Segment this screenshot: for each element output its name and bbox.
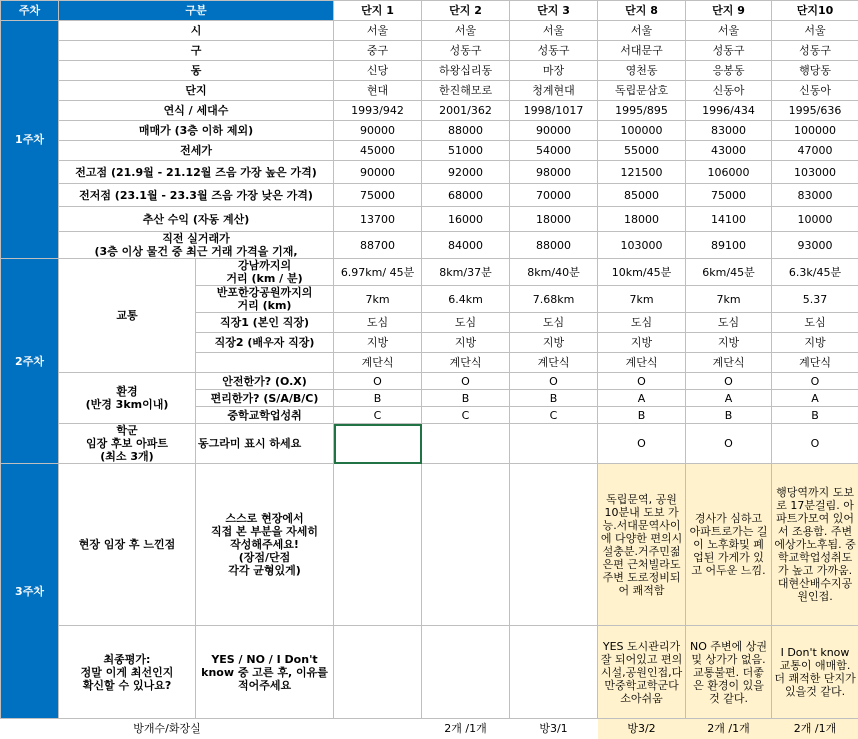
value-cell[interactable]: O — [686, 424, 772, 464]
row-label[interactable]: 중학교학업성취 — [196, 407, 334, 424]
value-cell[interactable]: 121500 — [598, 161, 686, 184]
row-label[interactable]: 편리한가? (S/A/B/C) — [196, 390, 334, 407]
value-cell[interactable]: 독립문삼호 — [598, 81, 686, 101]
value-cell[interactable]: 방3/2 — [598, 719, 686, 739]
value-cell[interactable]: 18000 — [510, 207, 598, 232]
value-cell[interactable]: C — [510, 407, 598, 424]
value-cell[interactable]: 신동아 — [772, 81, 858, 101]
value-cell[interactable]: 응봉동 — [686, 61, 772, 81]
value-cell[interactable]: 103000 — [598, 232, 686, 259]
value-cell[interactable]: 2001/362 — [422, 101, 510, 121]
value-cell[interactable]: 신당 — [334, 61, 422, 81]
value-cell[interactable]: 100000 — [598, 121, 686, 141]
value-cell[interactable]: 1995/895 — [598, 101, 686, 121]
value-cell[interactable] — [334, 719, 422, 739]
value-cell[interactable]: O — [598, 373, 686, 390]
value-cell[interactable]: 성동구 — [510, 41, 598, 61]
value-cell[interactable]: 계단식 — [772, 353, 858, 373]
value-cell[interactable]: O — [422, 373, 510, 390]
week1-row — [1, 161, 858, 184]
row-label[interactable]: 반포한강공원까지의 거리 (km) — [196, 286, 334, 313]
header-complex-3[interactable]: 단지 3 — [510, 1, 598, 21]
row-label[interactable]: 단지 — [59, 81, 334, 101]
value-cell[interactable]: 83000 — [772, 184, 858, 207]
week1-row — [1, 101, 858, 121]
footer-label[interactable]: 방개수/화장실 — [1, 719, 334, 739]
value-cell[interactable]: 도심 — [334, 313, 422, 333]
value-cell[interactable]: 98000 — [510, 161, 598, 184]
value-cell[interactable]: 6.97km/ 45분 — [334, 259, 422, 286]
value-cell[interactable]: B — [772, 407, 858, 424]
value-cell[interactable]: 1993/942 — [334, 101, 422, 121]
value-cell[interactable]: 55000 — [598, 141, 686, 161]
week2-row — [1, 373, 858, 390]
value-cell[interactable]: 85000 — [598, 184, 686, 207]
week1-row — [1, 81, 858, 101]
week1-row — [1, 207, 858, 232]
value-cell[interactable]: 90000 — [510, 121, 598, 141]
value-cell[interactable]: 도심 — [686, 313, 772, 333]
week-label-3[interactable]: 3주차 — [1, 464, 59, 719]
value-cell[interactable]: 지방 — [510, 333, 598, 353]
value-cell[interactable]: 청계현대 — [510, 81, 598, 101]
row-label[interactable]: 강남까지의 거리 (km / 분) — [196, 259, 334, 286]
header-complex-4[interactable]: 단지 8 — [598, 1, 686, 21]
week2-row — [1, 424, 858, 464]
value-cell[interactable]: 서울 — [510, 21, 598, 41]
value-cell[interactable] — [422, 464, 510, 626]
value-cell[interactable]: 2개 /1개 — [772, 719, 858, 739]
row-label[interactable]: 직장1 (본인 직장) — [196, 313, 334, 333]
week-label-1[interactable]: 1주차 — [1, 21, 59, 259]
value-cell[interactable]: 88000 — [510, 232, 598, 259]
value-cell[interactable] — [510, 464, 598, 626]
value-cell[interactable]: 계단식 — [510, 353, 598, 373]
environment-label[interactable]: 환경 (반경 3km이내) — [59, 373, 196, 424]
value-cell[interactable]: 서대문구 — [598, 41, 686, 61]
value-cell[interactable]: 독립문역, 공원 10분내 도보 가능.서대문역사이에 다양한 편의시설충분.거주민젊은편 근처빌라도주변 도로정비되어 쾌적함 — [598, 464, 686, 626]
value-cell[interactable]: 6.4km — [422, 286, 510, 313]
row-label[interactable]: 전저점 (23.1월 - 23.3월 즈음 가장 낮은 가격) — [59, 184, 334, 207]
value-cell[interactable]: I Don't know 교통이 애매함. 더 쾌적한 단지가 있을것 같다. — [772, 626, 858, 719]
value-cell[interactable]: 84000 — [422, 232, 510, 259]
candidate-label[interactable]: 학군 임장 후보 아파트 (최소 3개) — [59, 424, 196, 464]
impression-instruction[interactable]: 스스로 현장에서 직접 본 부분을 자세히 작성해주세요! (장점/단점 각각 균형있게) — [196, 464, 334, 626]
week1-row — [1, 61, 858, 81]
value-cell[interactable]: 5.37 — [772, 286, 858, 313]
value-cell[interactable]: 7km — [334, 286, 422, 313]
value-cell[interactable]: 1998/1017 — [510, 101, 598, 121]
value-cell[interactable]: O — [772, 373, 858, 390]
value-cell[interactable]: 영천동 — [598, 61, 686, 81]
header-complex-5[interactable]: 단지 9 — [686, 1, 772, 21]
value-cell[interactable]: 계단식 — [598, 353, 686, 373]
transport-label[interactable]: 교통 — [59, 259, 196, 373]
value-cell[interactable]: 45000 — [334, 141, 422, 161]
value-cell[interactable]: 88000 — [422, 121, 510, 141]
value-cell[interactable]: 서울 — [334, 21, 422, 41]
value-cell[interactable]: 성동구 — [772, 41, 858, 61]
row-label[interactable]: 전세가 — [59, 141, 334, 161]
value-cell[interactable]: 지방 — [422, 333, 510, 353]
value-cell[interactable]: 계단식 — [334, 353, 422, 373]
value-cell[interactable]: C — [334, 407, 422, 424]
value-cell[interactable]: 7km — [598, 286, 686, 313]
value-cell[interactable]: 14100 — [686, 207, 772, 232]
value-cell[interactable]: 1995/636 — [772, 101, 858, 121]
value-cell[interactable]: 도심 — [510, 313, 598, 333]
row-label[interactable]: 직전 실거래가 (3층 이상 물건 중 최근 거래 가격을 기재, — [59, 232, 334, 259]
value-cell[interactable]: 90000 — [334, 121, 422, 141]
row-label[interactable]: 시 — [59, 21, 334, 41]
value-cell[interactable]: 47000 — [772, 141, 858, 161]
value-cell[interactable]: 하왕십리동 — [422, 61, 510, 81]
row-label[interactable]: 직장2 (배우자 직장) — [196, 333, 334, 353]
value-cell[interactable]: 계단식 — [686, 353, 772, 373]
value-cell[interactable]: 서울 — [686, 21, 772, 41]
value-cell[interactable] — [334, 626, 422, 719]
value-cell[interactable]: 1996/434 — [686, 101, 772, 121]
row-label[interactable]: 동 — [59, 61, 334, 81]
value-cell[interactable]: B — [334, 390, 422, 407]
value-cell[interactable]: 75000 — [334, 184, 422, 207]
value-cell[interactable]: 성동구 — [422, 41, 510, 61]
value-cell[interactable]: 현대 — [334, 81, 422, 101]
value-cell[interactable] — [510, 424, 598, 464]
value-cell[interactable]: 106000 — [686, 161, 772, 184]
value-cell[interactable]: 10km/45분 — [598, 259, 686, 286]
value-cell[interactable]: 서울 — [598, 21, 686, 41]
value-cell[interactable]: 7km — [686, 286, 772, 313]
value-cell[interactable]: 지방 — [598, 333, 686, 353]
value-cell[interactable]: 6km/45분 — [686, 259, 772, 286]
value-cell[interactable]: NO 주변에 상권및 상가가 없음. 교통불편. 더좋은 환경이 있을것 같다. — [686, 626, 772, 719]
header-complex-6[interactable]: 단지10 — [772, 1, 858, 21]
value-cell[interactable]: 마장 — [510, 61, 598, 81]
candidate-instruction[interactable]: 동그라미 표시 하세요 — [196, 424, 334, 464]
week1-row — [1, 21, 858, 41]
week1-row — [1, 41, 858, 61]
value-cell[interactable]: 8km/37분 — [422, 259, 510, 286]
value-cell[interactable] — [334, 464, 422, 626]
header-row — [1, 1, 858, 21]
final-label[interactable]: 최종평가: 정말 이게 최선인지 확신할 수 있나요? — [59, 626, 196, 719]
value-cell[interactable]: 도심 — [772, 313, 858, 333]
value-cell[interactable]: 18000 — [598, 207, 686, 232]
value-cell[interactable] — [334, 424, 422, 464]
value-cell[interactable]: O — [772, 424, 858, 464]
row-label[interactable]: 안전한가? (O.X) — [196, 373, 334, 390]
value-cell[interactable] — [510, 626, 598, 719]
value-cell[interactable]: 83000 — [686, 121, 772, 141]
value-cell[interactable]: 서울 — [772, 21, 858, 41]
blank-label-cell[interactable] — [196, 353, 334, 373]
week1-row — [1, 184, 858, 207]
value-cell[interactable]: A — [686, 390, 772, 407]
value-cell[interactable]: 43000 — [686, 141, 772, 161]
week2-row — [1, 259, 858, 286]
value-cell[interactable]: B — [686, 407, 772, 424]
value-cell[interactable]: 지방 — [334, 333, 422, 353]
value-cell[interactable]: 행당역까지 도보로 17분걸림. 아파트가모여 있어서 조용함. 주변에상가노후됨. 중학교학업성취도가 높고 가까움. 대현산배수지공원인접. — [772, 464, 858, 626]
value-cell[interactable]: 68000 — [422, 184, 510, 207]
value-cell[interactable]: 중구 — [334, 41, 422, 61]
value-cell[interactable]: 행당동 — [772, 61, 858, 81]
value-cell[interactable]: O — [334, 373, 422, 390]
value-cell[interactable]: B — [422, 390, 510, 407]
value-cell[interactable]: 51000 — [422, 141, 510, 161]
value-cell[interactable]: 지방 — [772, 333, 858, 353]
value-cell[interactable]: A — [598, 390, 686, 407]
value-cell[interactable]: 100000 — [772, 121, 858, 141]
value-cell[interactable]: YES 도시관리가 잘 되어있고 편의시설,공원인접,다만중학교학군다소아쉬움 — [598, 626, 686, 719]
value-cell[interactable]: 16000 — [422, 207, 510, 232]
value-cell[interactable]: 한진해모로 — [422, 81, 510, 101]
final-instruction[interactable]: YES / NO / I Don't know 중 고른 후, 이유를 적어주세요 — [196, 626, 334, 719]
row-label[interactable]: 전고점 (21.9월 - 21.12월 즈음 가장 높은 가격) — [59, 161, 334, 184]
value-cell[interactable]: B — [510, 390, 598, 407]
value-cell[interactable]: 103000 — [772, 161, 858, 184]
footer-row — [1, 719, 858, 739]
value-cell[interactable]: 계단식 — [422, 353, 510, 373]
week3-row — [1, 626, 858, 719]
value-cell[interactable]: 88700 — [334, 232, 422, 259]
value-cell[interactable]: 75000 — [686, 184, 772, 207]
value-cell[interactable]: 90000 — [334, 161, 422, 184]
week3-row — [1, 464, 858, 626]
value-cell[interactable]: B — [598, 407, 686, 424]
value-cell[interactable]: 2개 /1개 — [422, 719, 510, 739]
value-cell[interactable]: 신동아 — [686, 81, 772, 101]
value-cell[interactable]: 지방 — [686, 333, 772, 353]
value-cell[interactable]: 10000 — [772, 207, 858, 232]
value-cell[interactable]: 서울 — [422, 21, 510, 41]
value-cell[interactable]: 93000 — [772, 232, 858, 259]
value-cell[interactable]: 8km/40분 — [510, 259, 598, 286]
row-label[interactable]: 연식 / 세대수 — [59, 101, 334, 121]
header-category[interactable]: 구분 — [59, 1, 334, 21]
impression-label[interactable]: 현장 임장 후 느낀점 — [59, 464, 196, 626]
value-cell[interactable]: 도심 — [422, 313, 510, 333]
row-label[interactable]: 구 — [59, 41, 334, 61]
week1-row — [1, 141, 858, 161]
value-cell[interactable]: 6.3k/45분 — [772, 259, 858, 286]
header-complex-1[interactable]: 단지 1 — [334, 1, 422, 21]
value-cell[interactable]: 54000 — [510, 141, 598, 161]
week-label-2[interactable]: 2주차 — [1, 259, 59, 464]
value-cell[interactable]: A — [772, 390, 858, 407]
header-complex-2[interactable]: 단지 2 — [422, 1, 510, 21]
row-label[interactable]: 매매가 (3층 이하 제외) — [59, 121, 334, 141]
value-cell[interactable]: 방3/1 — [510, 719, 598, 739]
value-cell[interactable]: 13700 — [334, 207, 422, 232]
value-cell[interactable]: C — [422, 407, 510, 424]
value-cell[interactable] — [422, 626, 510, 719]
value-cell[interactable]: 성동구 — [686, 41, 772, 61]
value-cell[interactable]: 70000 — [510, 184, 598, 207]
header-week[interactable]: 주차 — [1, 1, 59, 21]
value-cell[interactable]: O — [510, 373, 598, 390]
value-cell[interactable]: 92000 — [422, 161, 510, 184]
value-cell[interactable]: O — [598, 424, 686, 464]
value-cell[interactable]: 도심 — [598, 313, 686, 333]
week1-row — [1, 121, 858, 141]
value-cell[interactable]: O — [686, 373, 772, 390]
value-cell[interactable]: 경사가 심하고 아파트로가는 길이 노후화및 폐업된 가게가 있고 어두운 느낌. — [686, 464, 772, 626]
week1-row — [1, 232, 858, 259]
row-label[interactable]: 추산 수익 (자동 계산) — [59, 207, 334, 232]
value-cell[interactable]: 89100 — [686, 232, 772, 259]
value-cell[interactable]: 7.68km — [510, 286, 598, 313]
value-cell[interactable] — [422, 424, 510, 464]
value-cell[interactable]: 2개 /1개 — [686, 719, 772, 739]
